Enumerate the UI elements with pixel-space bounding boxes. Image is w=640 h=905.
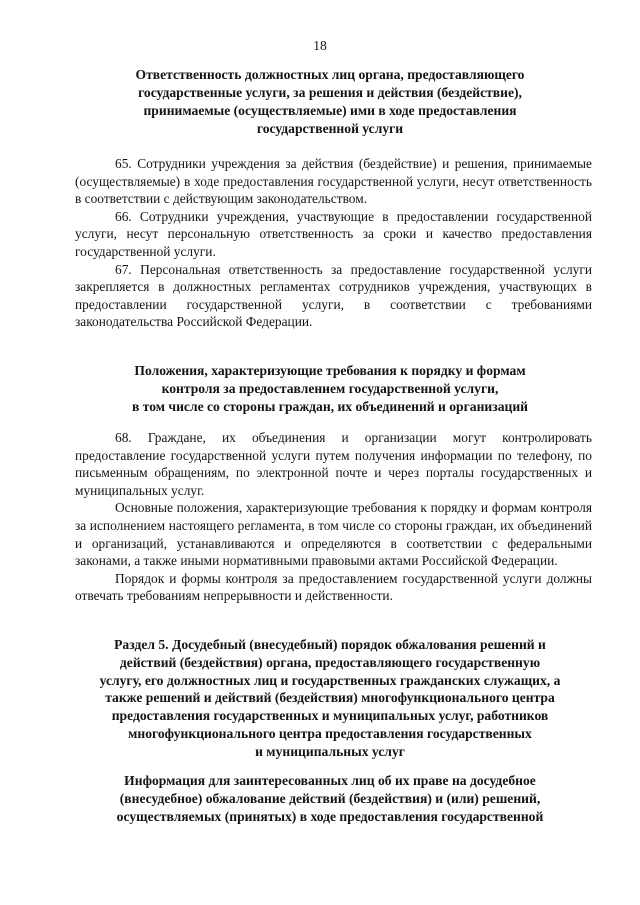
heading-line: действий (бездействия) органа, предоставляющего государственную (119, 654, 541, 670)
paragraph-68: 68. Граждане, их объединения и организации могут контролировать предоставление государственной услуги путем получения информации по телефону, по письменным обращениям, по электронной почте и через порталы государственных и муниципальных услуг. (75, 430, 592, 498)
heading-line: Положения, характеризующие требования к порядку и формам (134, 363, 526, 378)
paragraph-67: 67. Персональная ответственность за предоставление государственной услуги закрепляется в должностных регламентах сотрудников учреждения, участвующих в предоставлении государственной услуги, в соответствии с требованиями законодательства Российской Федерации. (75, 261, 592, 330)
paragraph-main-provisions: Основные положения, характеризующие требования к порядку и формам контроля за исполнением настоящего регламента, в том числе со стороны граждан, их объединений и организаций, устанавливаются и определяются в соответствии с федеральными законами, а также иными нормативными правовыми актами Российской Федерации. (75, 500, 592, 569)
heading-responsibility (80, 66, 580, 138)
heading-control-requirements (80, 362, 580, 416)
heading-line: Раздел 5. Досудебный (внесудебный) порядок обжалования решений и (114, 637, 546, 652)
heading-line: государственные услуги, за решения и действия (бездействие), (138, 85, 522, 100)
heading-line: (внесудебное) обжалование действий (бездействия) и (или) решений, (119, 791, 541, 806)
heading-appeal-information (68, 772, 592, 826)
page-number: 18 (313, 38, 327, 53)
heading-line: Ответственность должностных лиц органа, предоставляющего (135, 67, 525, 82)
heading-line: принимаемые (осуществляемые) ими в ходе предоставления (143, 103, 517, 118)
paragraph-control-forms: Порядок и формы контроля за предоставлением государственной услуги должны отвечать требованиям непрерывности и действенности. (75, 570, 592, 604)
heading-line: также решений и действий (бездействия) многофункционального центра (105, 690, 555, 706)
heading-line: и муниципальных услуг (255, 743, 405, 759)
section-control-body (75, 429, 592, 605)
heading-line: многофункционального центра предоставления государственных (128, 725, 532, 741)
heading-line: Информация для заинтересованных лиц об их праве на досудебное (124, 773, 536, 788)
heading-line: контроля за предоставлением государственной услуги, (161, 381, 499, 396)
section-responsibility-body (75, 155, 592, 331)
heading-line: услугу, его должностных лиц и государственных гражданских служащих, а (99, 672, 561, 688)
heading-line: предоставления государственных и муниципальных услуг, работников (111, 708, 549, 724)
heading-line: в том числе со стороны граждан, их объединений и организаций (132, 399, 528, 414)
heading-line: осуществляемых (принятых) в ходе предоставления государственной (116, 809, 544, 824)
heading-line: государственной услуги (256, 121, 404, 136)
heading-section-5 (68, 636, 592, 761)
paragraph-65: 65. Сотрудники учреждения за действия (бездействие) и решения, принимаемые (осуществляемые) в ходе предоставления государственной услуги, несут ответственность в соответствии с действующим законодательством. (75, 156, 592, 207)
paragraph-66: 66. Сотрудники учреждения, участвующие в предоставлении государственной услуги, несут персональную ответственность за сроки и качество предоставления государственной услуги. (75, 208, 592, 259)
